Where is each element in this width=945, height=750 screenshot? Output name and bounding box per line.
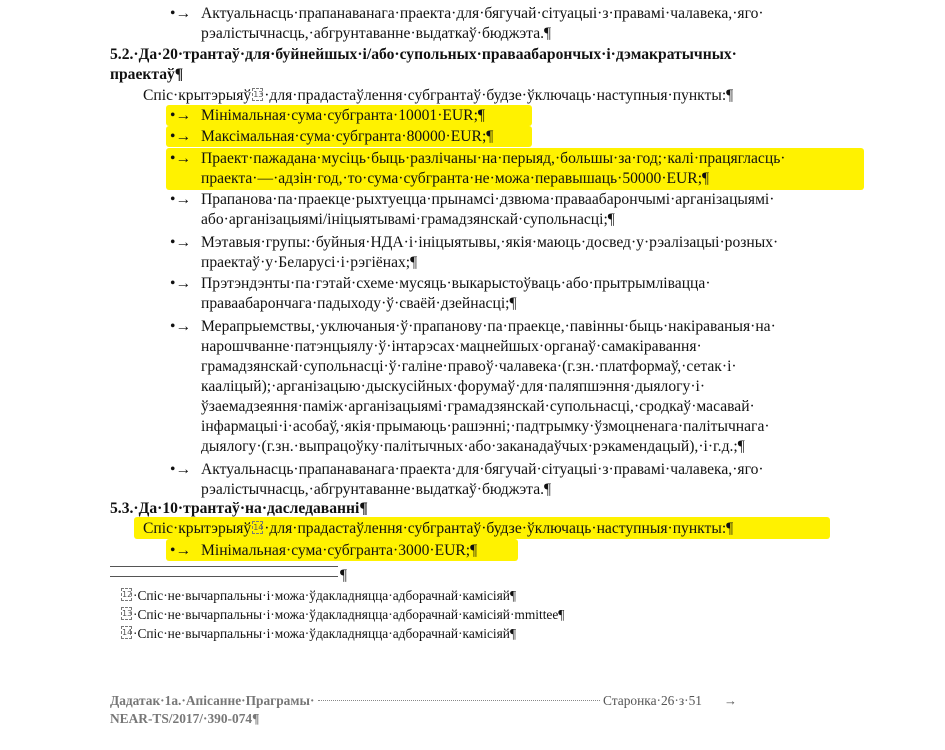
bullet-glyph: •→ — [170, 150, 192, 167]
bullet-min-sum: Мінімальная·сума·субгранта·10001·EUR;¶ — [201, 107, 485, 124]
bullet-activities-line-3: грамадзянскай·супольнасці·ў·галіне·правоў·чалавека·(г.зн.·платформаў,·сетак·і· — [201, 358, 737, 375]
bullet-glyph: •→ — [170, 275, 192, 292]
footnote-text: ·Спіс·не·вычарпальны·і·можа·ўдакладняцца·адборачнай·камісіяй¶ — [133, 588, 517, 603]
bullet-activities-line-2: нарошчванне·патэнцыялу·ў·інтарэсах·мацнейшых·органаў·самакіравання· — [201, 338, 702, 355]
bullet-activities-line-5: ўзаемадзеяння·паміж·арганізацыямі·грамадзянскай·супольнасці,·сродкаў·масавай· — [201, 398, 755, 415]
bullet-max-sum: Максімальная·сума·субгранта·80000·EUR;¶ — [201, 128, 494, 145]
intro-text-after: ·для·прадастаўлення·субгрантаў·будзе·ўключаць·наступныя·пункты:¶ — [264, 520, 734, 537]
bullet-glyph: •→ — [170, 107, 192, 124]
footnote-text: ·Спіс·не·вычарпальны·і·можа·ўдакладняцца·адборачнай·камісіяй¶ — [133, 626, 517, 641]
bullet-glyph: •→ — [170, 542, 192, 559]
bullet-5-3-min-sum: Мінімальная·сума·субгранта·3000·EUR;¶ — [201, 542, 478, 559]
bullet-glyph: •→ — [170, 128, 192, 145]
bullet-relevance-line-1: Актуальнасць·прапанаванага·праекта·для·бягучай·сітуацыі·з·правамі·чалавека,·яго· — [201, 461, 764, 478]
section-5-3-heading: 5.3.·Да·10·трантаў·на·даследаванні¶ — [110, 500, 368, 517]
section-5-2-heading-line-2: праектаў¶ — [110, 66, 184, 83]
footer-page-number: Старонка·26·з·51 — [603, 693, 702, 708]
footnote-ref-marker[interactable]: 14 — [253, 522, 264, 532]
intro-text-before: Спіс·крытэрыяў — [143, 520, 252, 537]
separator-pilcrow: ¶ — [340, 567, 348, 584]
bullet-orgs-line-1: Прапанова·па·праекце·рыхтуецца·прынамсі·дзвюма·праваабарончымі·арганізацыямі· — [201, 191, 775, 208]
top-bullet-line-2: рэалістычнасць,·абгрунтаванне·выдаткаў·бюджэта.¶ — [201, 25, 552, 42]
footnote-marker[interactable]: 12 — [122, 590, 133, 600]
bullet-glyph: •→ — [170, 191, 192, 208]
footnote-12 — [120, 587, 516, 605]
bullet-applicants-line-2: праваабарончага·падыходу·ў·сваёй·дзейнасці;¶ — [201, 295, 517, 312]
section-5-3-intro — [143, 519, 733, 539]
bullet-period-line-2: праекта·—·адзін·год,·то·сума·субгранта·не·можа·перавышаць·50000·EUR;¶ — [201, 170, 710, 187]
bullet-target-line-1: Мэтавыя·групы:·буйныя·НДА·і·ініцыятывы,·якія·маюць·досвед·у·рэалізацыі·розных· — [201, 234, 779, 251]
footnote-marker[interactable]: 13 — [122, 609, 133, 619]
section-5-2-intro — [143, 86, 733, 106]
top-bullet-line-1: Актуальнасць·прапанаванага·праекта·для·бягучай·сітуацыі·з·правамі·чалавека,·яго· — [201, 5, 764, 22]
tab-arrow-icon: → — [724, 693, 737, 708]
footnote-separator — [110, 566, 338, 577]
footnote-14 — [120, 625, 516, 643]
bullet-glyph: •→ — [170, 5, 192, 22]
footnote-13 — [120, 606, 564, 624]
bullet-activities-line-6: інфармацыі·і·асобаў,·якія·прымаюць·рашэнні;·падтрымку·ўзмоцненага·палітычнага· — [201, 418, 770, 435]
bullet-activities-line-4: кааліцый);·арганізацыю·дыскусійных·форумаў·для·паляпшэння·дыялогу·і· — [201, 378, 706, 395]
footer-dot-leader — [318, 700, 600, 701]
bullet-period-line-1: Праект·пажадана·мусіць·быць·разлічаны·на·перыяд,·большы·за·год;·калі·працягласць· — [201, 150, 786, 167]
bullet-relevance-line-2: рэалістычнасць,·абгрунтаванне·выдаткаў·бюджэта.¶ — [201, 481, 552, 498]
bullet-glyph: •→ — [170, 318, 192, 335]
bullet-activities-line-1: Мерапрыемствы,·уключаныя·ў·прапанову·па·праекце,·павінны·быць·накіраваныя·на· — [201, 318, 776, 335]
footer-reference: NEAR-TS/2017/·390-074¶ — [110, 711, 260, 726]
section-5-2-heading-line-1: 5.2.·Да·20·трантаў·для·буйнейшых·і/або·супольных·праваабарончых·і·дэмакратычных· — [110, 46, 737, 63]
bullet-orgs-line-2: або·арганізацыямі/ініцыятывамі·грамадзянскай·супольнасці;¶ — [201, 211, 615, 228]
footnote-marker[interactable]: 14 — [122, 628, 133, 638]
bullet-applicants-line-1: Прэтэндэнты·па·гэтай·схеме·мусяць·выкарыстоўваць·або·прытрымлівацца· — [201, 275, 711, 292]
intro-text-before: Спіс·крытэрыяў — [143, 87, 252, 104]
bullet-activities-line-7: дыялогу·(г.зн.·выпрацоўку·палітычных·або·заканадаўчых·рэкамендацый),·і·г.д.;¶ — [201, 438, 745, 455]
bullet-target-line-2: праектаў·у·Беларусі·і·рэгіёнах;¶ — [201, 254, 418, 271]
bullet-glyph: •→ — [170, 461, 192, 478]
intro-text-after: ·для·прадастаўлення·субгрантаў·будзе·ўключаць·наступныя·пункты:¶ — [264, 87, 734, 104]
bullet-glyph: •→ — [170, 234, 192, 251]
footnote-text: ·Спіс·не·вычарпальны·і·можа·ўдакладняцца·адборачнай·камісіяй·mmittee¶ — [133, 607, 565, 622]
footnote-ref-marker[interactable]: 13 — [253, 89, 264, 99]
footer-doc-title: Дадатак·1а.·Апісанне·Праграмы· — [110, 693, 315, 708]
